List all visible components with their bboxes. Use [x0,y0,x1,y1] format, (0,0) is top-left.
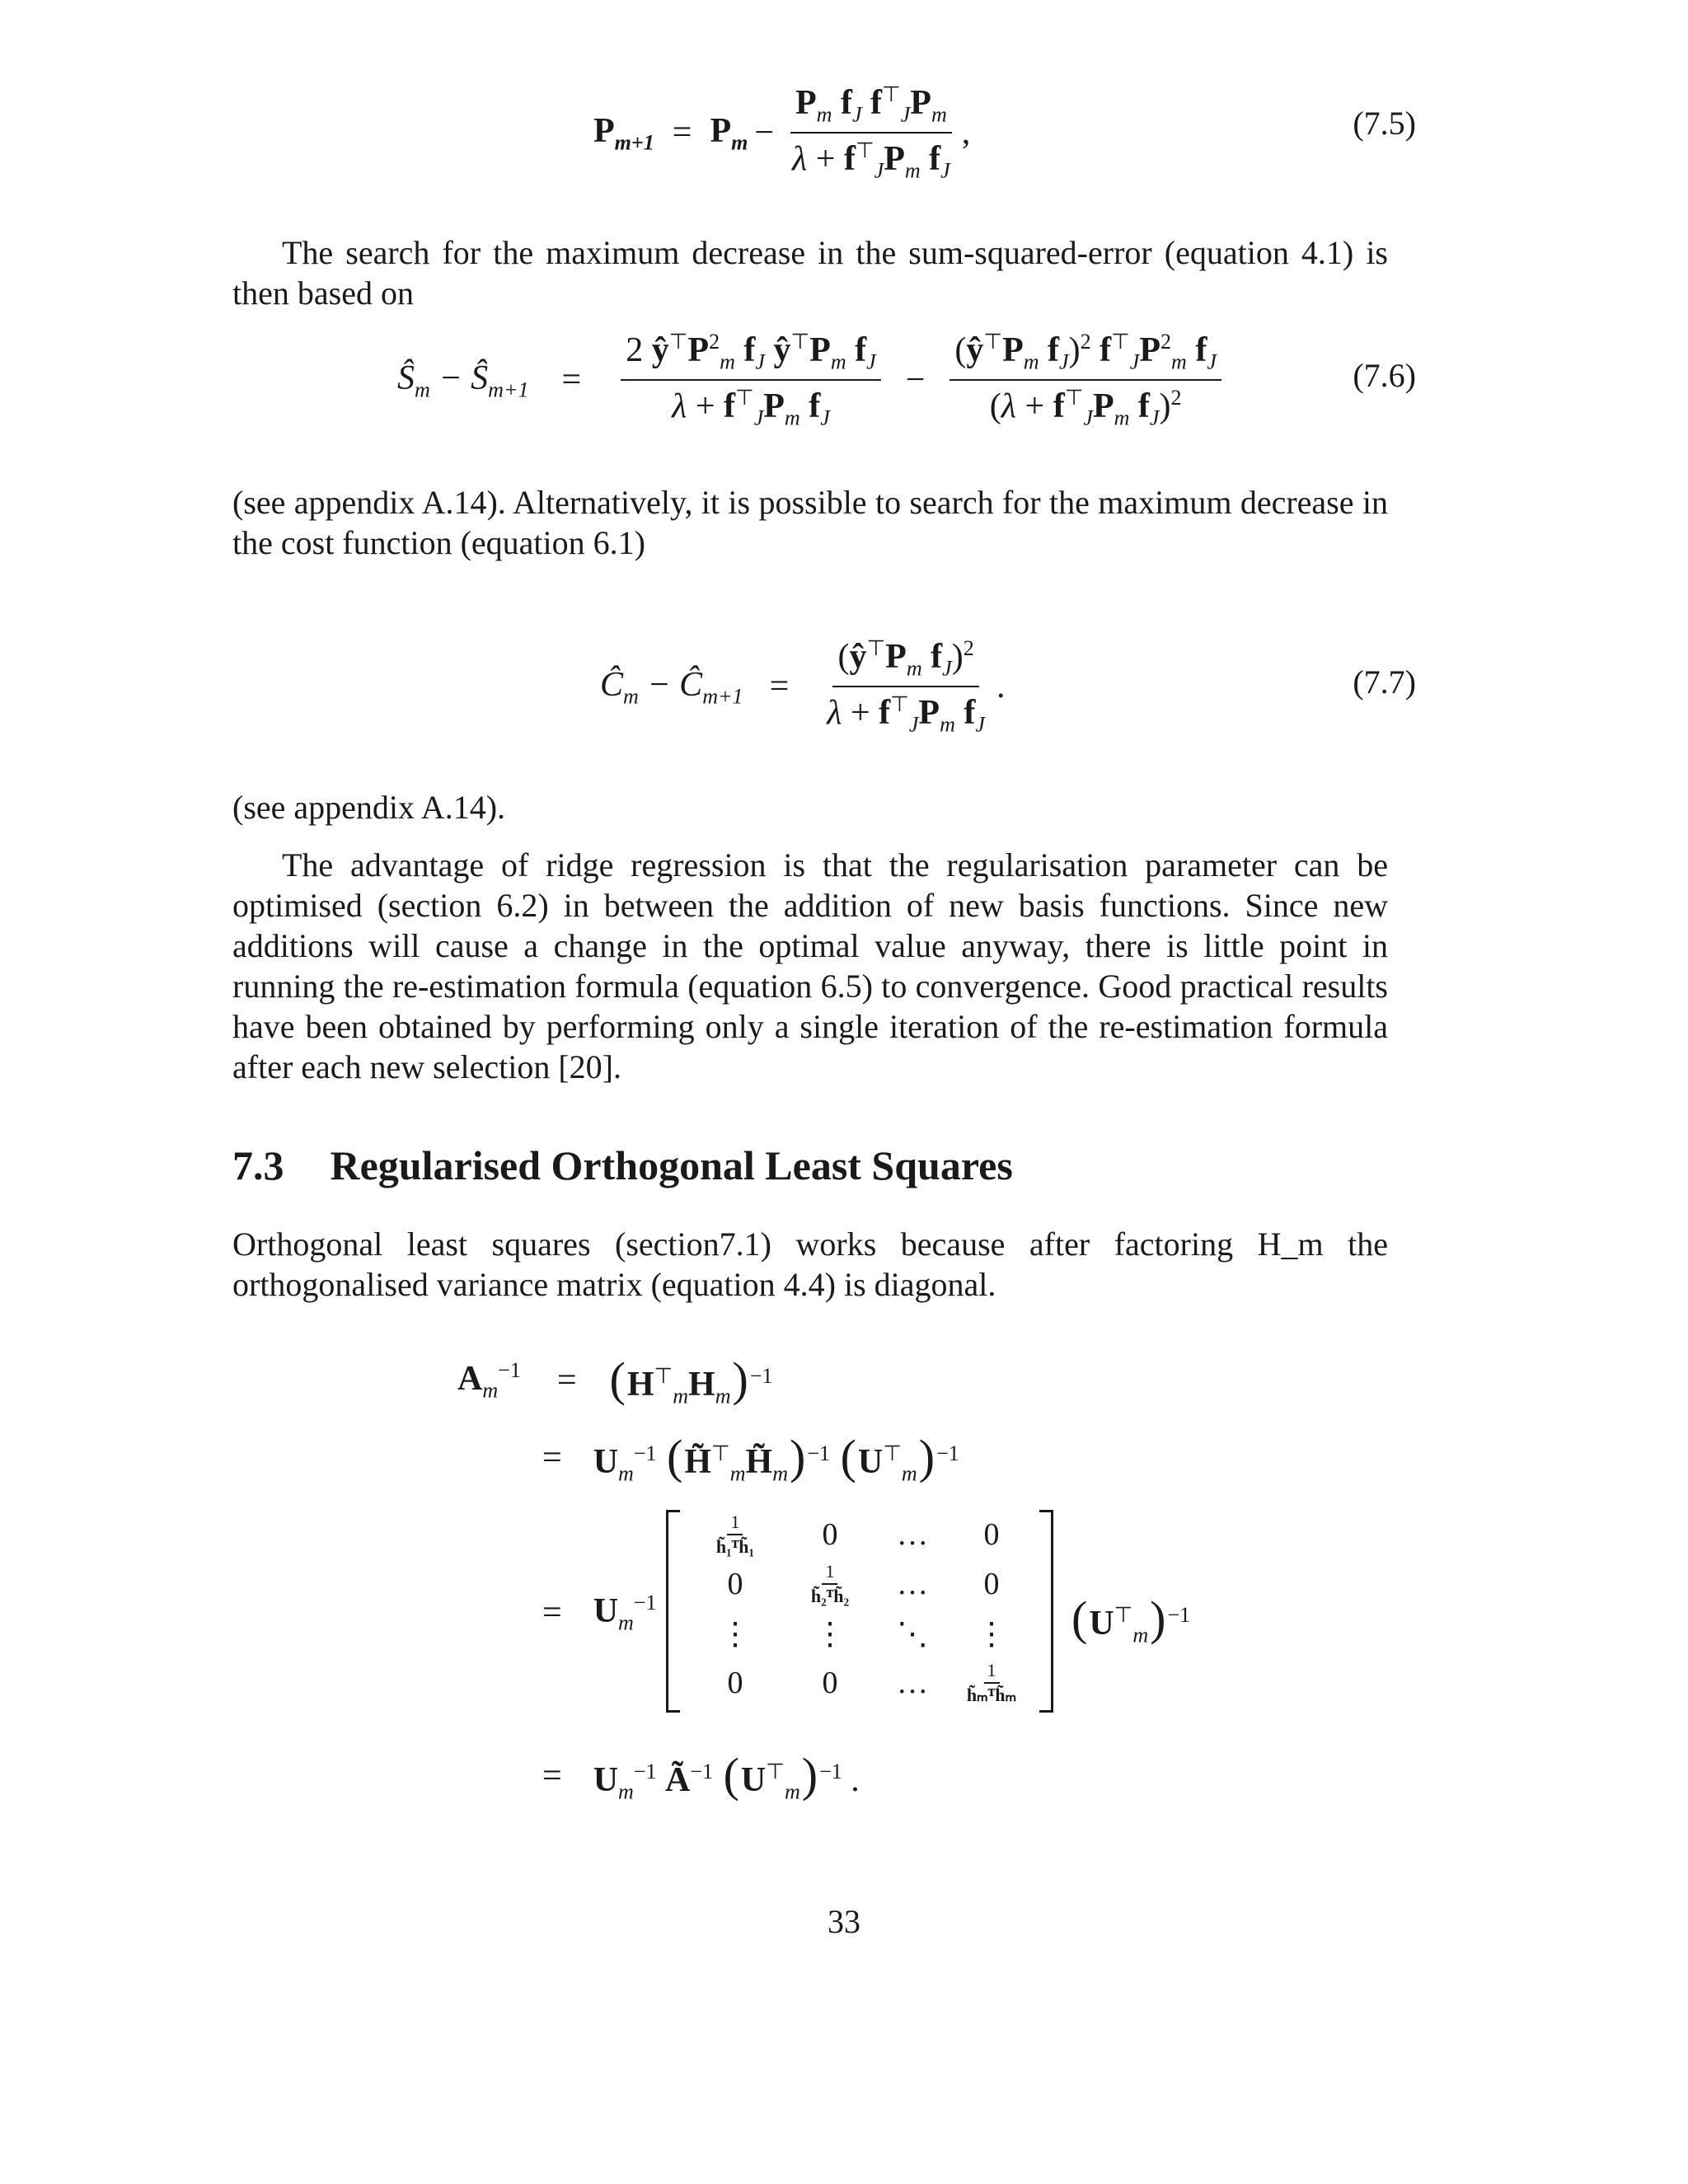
matrix-cell-3-1: ⋮ [720,1616,751,1652]
eq76-numerator-2: ($ŷ^⊤P_m$ $f_J)^2$ $f^⊤_JP^2_m$ $f_J$ [950,330,1221,381]
section-number: 7.3 [232,1142,284,1188]
eq75-term1: $P_m$ [710,111,748,155]
matrix-cell-2-2-den: h̃₂ᵀh̃₂ [810,1586,850,1606]
matrix-cell-1-1-num: 1 [727,1511,743,1535]
matrix-cell-3-2: ⋮ [814,1616,846,1652]
ainv-rhs-4: $U_m^{-1}$ $Ã^{-1}$ $(U^⊤_m)^{-1}$ . [593,1748,860,1804]
eq76-numerator-1: 2 $ŷ^⊤P^2_m$ $f_J$ $ŷ^⊤P_m$ $f_J$ [621,330,880,381]
matrix-cell-1-4: 0 [983,1517,1000,1552]
ainv-equals-2: = [542,1438,562,1477]
paragraph-see-appendix: (see appendix A.14). [232,789,506,826]
matrix-right-bracket [1039,1510,1053,1713]
matrix-cell-4-4-den: h̃ₘᵀh̃ₘ [966,1685,1017,1705]
matrix-cell-1-2: 0 [822,1517,838,1552]
equation-7-7 [600,636,1005,738]
eq77-denominator: $\lambda + f^⊤_JP_m$ $f_J$ [827,692,985,737]
eq76-lhs: $Ŝ_m$ − $Ŝ_{m+1}$ [397,359,529,402]
matrix-cell-4-4 [950,1658,1034,1708]
eq75-number: (7.5) [1353,105,1416,142]
ainv-rhs-3-suffix: $(U^⊤_m)^{-1}$ [1071,1591,1191,1647]
ainv-equals-3: = [542,1594,562,1633]
eq75-equals: = [672,114,692,152]
ainv-lhs: $A_m^{-1}$ [457,1357,521,1402]
paragraph-ridge-regression: The advantage of ridge regression is that the regularisation parameter can be optimised (section 6.2) in between the addition of new basis functions. Since new additions will cause a change in the optimal value anyway, there is little point in running the re-estimation formula (equation 6.5) to convergence. Good practical results have been obtained by performing only a single iteration of the re-estimation formula after each new selection [20]. [232,846,1388,1085]
ainv-equals-1: = [556,1361,577,1399]
eq76-minus: − [905,361,926,400]
ainv-rhs-2: $U_m^{-1}$ $(H̃^⊤_mH̃_m)^{-1}$ $(U^⊤_m)^{-1}$ [593,1430,959,1486]
eq77-fraction [822,636,990,738]
eq77-equals: = [769,668,790,706]
matrix-left-bracket [666,1510,680,1713]
eq75-lhs: $P_{m+1}$ [593,111,654,155]
equation-7-5 [593,82,970,184]
eq75-denominator: $\lambda + f^⊤_JP_m$ $f_J$ [792,138,950,183]
eq76-denominator-2: ($\lambda + f^⊤_JP_m$ $f_J)^2$ [989,386,1182,430]
ainv-rhs-1: $(H^⊤_mH_m)^{-1}$ [609,1352,773,1408]
eq76-number: (7.6) [1353,357,1416,394]
matrix-cell-3-4: ⋮ [976,1616,1007,1652]
page-number: 33 [828,1903,860,1940]
section-heading [232,1141,1013,1189]
matrix-cell-1-1-den: h̃₁ᵀh̃₁ [715,1536,755,1557]
ainv-line-1 [457,1352,773,1408]
matrix-cell-4-4-num: 1 [984,1660,1000,1684]
ainv-line-3 [542,1591,657,1635]
eq76-denominator-1: $\lambda + f^⊤_JP_m$ $f_J$ [672,386,830,430]
matrix-cell-3-3: ⋱ [897,1616,928,1652]
eq76-fraction-1 [621,330,880,431]
eq76-fraction-2 [950,330,1221,431]
eq76-equals: = [561,361,582,400]
matrix-cell-2-2-num: 1 [822,1561,837,1585]
eq75-numerator: $P_m$ $f_J$ $f^⊤_JP_m$ [790,82,952,134]
paragraph-alternatively: (see appendix A.14). Alternatively, it is possible to search for the maximum decrease in the cost function (equation 6.1) [232,484,1388,561]
matrix-cell-4-3: … [897,1666,928,1700]
ainv-rhs-3-prefix: $U_m^{-1}$ [593,1591,657,1635]
eq77-lhs: $Ĉ_m$ − $Ĉ_{m+1}$ [600,665,743,709]
equation-7-6 [397,330,1228,431]
eq77-tail: . [996,668,1006,706]
ainv-equals-4: = [542,1756,562,1795]
diagonal-matrix [666,1510,1053,1711]
eq77-number: (7.7) [1353,663,1416,701]
matrix-cell-4-2: 0 [822,1666,838,1700]
paragraph-search: The search for the maximum decrease in the sum-squared-error (equation 4.1) is then based on [232,234,1388,312]
ainv-line-3-suffix [1070,1591,1190,1647]
matrix-cell-2-4: 0 [983,1567,1000,1601]
section-title: Regularised Orthogonal Least Squares [330,1142,1013,1188]
eq75-tail: , [961,114,971,152]
ainv-line-2 [542,1429,959,1486]
matrix-cell-1-3: … [897,1517,928,1552]
matrix-grid [686,1510,1034,1708]
eq75-fraction [787,82,955,184]
matrix-cell-1-1 [686,1510,785,1559]
paragraph-orthogonal: Orthogonal least squares (section7.1) works because after factoring H_m the orthogonalised variance matrix (equation 4.4) is diagonal. [232,1226,1388,1303]
matrix-cell-2-1: 0 [727,1567,743,1601]
matrix-cell-2-2 [785,1559,875,1609]
ainv-line-4 [542,1747,860,1804]
eq77-numerator: ($ŷ^⊤P_m$ $f_J)^2$ [832,636,978,687]
eq75-minus: − [754,114,775,152]
matrix-cell-4-1: 0 [727,1666,743,1700]
matrix-cell-2-3: … [897,1567,928,1601]
